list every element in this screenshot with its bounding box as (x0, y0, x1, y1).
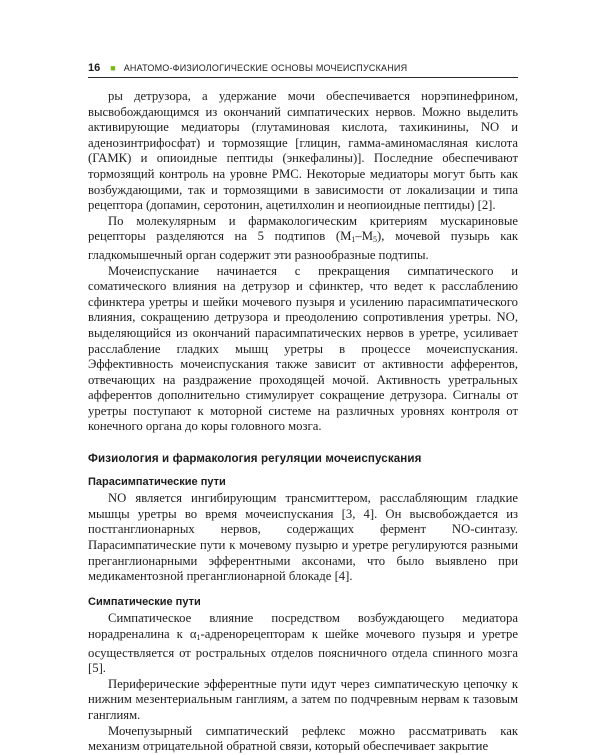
subsection-heading-sympathetic: Симпатические пути (88, 595, 201, 608)
muscarinic-text-after: ), мочевой пузырь как гладкомышечный орган содержит эти разнообразные подтипы. (88, 229, 518, 262)
running-title: АНАТОМО-ФИЗИОЛОГИЧЕСКИЕ ОСНОВЫ МОЧЕИСПУСКАНИЯ (123, 63, 408, 73)
section-heading: Физиология и фармакология регуляции мочеиспускания (88, 452, 422, 466)
muscarinic-text-before: По молекулярным и фармакологическим критериям мускариновые рецепторы разделяются на 5 подтипов (M (88, 213, 518, 244)
paragraph-parasympathetic: NO является ингибирующим трансмиттером, расслабляющим гладкие мышцы уретры во время мочеиспускания [3, 4]. Он высвобождается из постганглионарных нервов, содержащих фермент NO-синтазу. Парасимпатические пути к мочевому пузырю и уретре регулируются разными преганглионарными эфферентными аксонами, что было выявлено при медикаментозной преганглионарной блокаде [4]. (88, 491, 518, 584)
page-number: 16 (88, 62, 101, 74)
paragraph-muscarinic (88, 214, 518, 264)
paragraph-micturition: Мочеиспускание начинается с прекращения симпатического и соматического влияния на детрузор и сфинктер, что ведет к расслаблению сфинктера уретры и шейки мочевого пузыря и усилению парасимпатического влияния, сокращению детрузора и преодолению сопротивления уретры. NO, выделяющийся из окончаний парасимпатических нервов в уретре, усиливает расслабление гладких мышц уретры в процессе мочеиспускания. Эффективность мочеиспускания также зависит от активности афферентов, отвечающих на раздражение проходящей мочой. Активность уретральных афферентов дополнительно стимулирует сокращение детрузора. Сигналы от уретры поступают к моторной системе на различных уровнях контроля от конечного органа до коры головного мозга. (88, 263, 518, 434)
subscript-alpha-1: 1 (196, 633, 201, 642)
muscarinic-dash: –M (355, 229, 374, 244)
running-header (88, 62, 518, 78)
alpha-text-after: -адренорецепторам к шейке мочевого пузыря и уретре осуществляется от ростральных отделов поясничного отдела спинного мозга [5]. (88, 627, 518, 676)
page-body (88, 89, 518, 755)
subsection-heading-parasympathetic: Парасимпатические пути (88, 475, 226, 488)
subscript-5: 5 (373, 235, 378, 245)
paragraph-sympathetic-alpha (88, 611, 518, 676)
paragraph-reflex: Мочепузырный симпатический рефлекс можно рассматривать как механизм отрицательной обратной связи, который обеспечивает закрытие (88, 723, 518, 754)
subscript-1: 1 (351, 235, 356, 245)
bullet-icon: ■ (110, 63, 116, 73)
alpha-text-before: Симпатическое влияние посредством возбуждающего медиатора норадреналина к α (88, 611, 518, 641)
paragraph-transmitters: ры детрузора, а удержание мочи обеспечивается норэпинефрином, высвобождающимся из окончаний симпатических нервов. Можно выделить активирующие медиаторы (глутаминовая кислота, тахикинины, NO и аденозинтрифосфат) и тормозящие [глицин, гамма-аминомасляная кислота (ГАМК) и опиоидные пептиды (энкефалины)]. Последние обеспечивают тормозящий контроль на уровне PMC. Некоторые медиаторы могут быть как возбуждающими, так и тормозящими в зависимости от локализации и типа рецептора (допамин, серотонин, ацетилхолин и неопиоидные пептиды) [2]. (88, 89, 518, 213)
paragraph-efferent: Периферические эфферентные пути идут через симпатическую цепочку к нижним мезентериальным ганглиям, а затем по подчревным нервам к тазовым ганглиям. (88, 676, 518, 722)
